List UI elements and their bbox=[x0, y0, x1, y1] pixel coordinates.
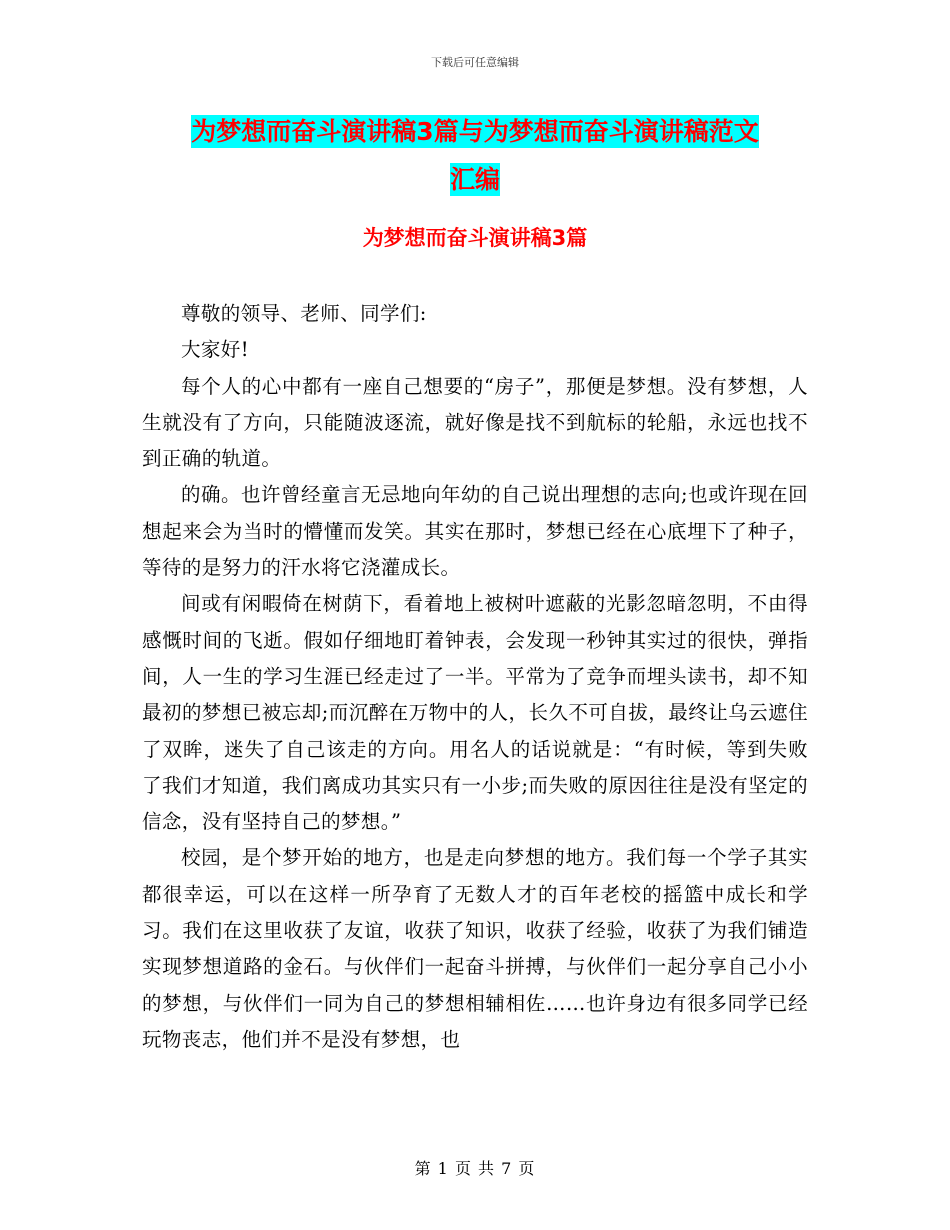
paragraph: 的确。也许曾经童言无忌地向年幼的自己说出理想的志向;也或许现在回想起来会为当时的懵懂而发笑。其实在那时，梦想已经在心底埋下了种子，等待的是努力的汗水将它浇灌成长。 bbox=[142, 483, 808, 580]
paragraph: 间或有闲暇倚在树荫下，看着地上被树叶遮蔽的光影忽暗忽明，不由得感慨时间的飞逝。假如仔细地盯着钟表，会发现一秒钟其实过的很快，弹指间，人一生的学习生涯已经走过了一半。平常为了竞争而埋头读书，却不知最初的梦想已被忘却;而沉醉在万物中的人，长久不可自拔，最终让乌云遮住了双眸，迷失了自己该走的方向。用名人的话说就是：“有时候，等到失败了我们才知道，我们离成功其实只有一小步;而失败的原因往往是没有坚定的信念，没有坚持自己的梦想。” bbox=[142, 592, 808, 834]
document-title-line2: 汇编 bbox=[449, 165, 500, 194]
document-title-line1: 为梦想而奋斗演讲稿3篇与为梦想而奋斗演讲稿范文 bbox=[191, 117, 759, 146]
paragraph-salutation: 尊敬的领导、老师、同学们: bbox=[181, 302, 427, 325]
body-text bbox=[142, 296, 808, 1058]
header-note: 下载后可任意编辑 bbox=[431, 56, 519, 69]
paragraph: 校园，是个梦开始的地方，也是走向梦想的地方。我们每一个学子其实都很幸运，可以在这样一所孕育了无数人才的百年老校的摇篮中成长和学习。我们在这里收获了友谊，收获了知识，收获了经验，收获了为我们铺造实现梦想道路的金石。与伙伴们一起奋斗拼搏，与伙伴们一起分享自己小小的梦想，与伙伴们一同为自己的梦想相辅相佐……也许身边有很多同学已经玩物丧志，他们并不是没有梦想，也 bbox=[142, 846, 808, 1051]
paragraph: 每个人的心中都有一座自己想要的“房子”，那便是梦想。没有梦想，人生就没有了方向，只能随波逐流，就好像是找不到航标的轮船，永远也找不到正确的轨道。 bbox=[142, 374, 808, 471]
document-title bbox=[140, 108, 810, 204]
page-number-footer: 第 1 页 共 7 页 bbox=[414, 1159, 536, 1178]
section-title: 为梦想而奋斗演讲稿3篇 bbox=[362, 226, 588, 250]
paragraph-greeting: 大家好! bbox=[181, 338, 249, 362]
